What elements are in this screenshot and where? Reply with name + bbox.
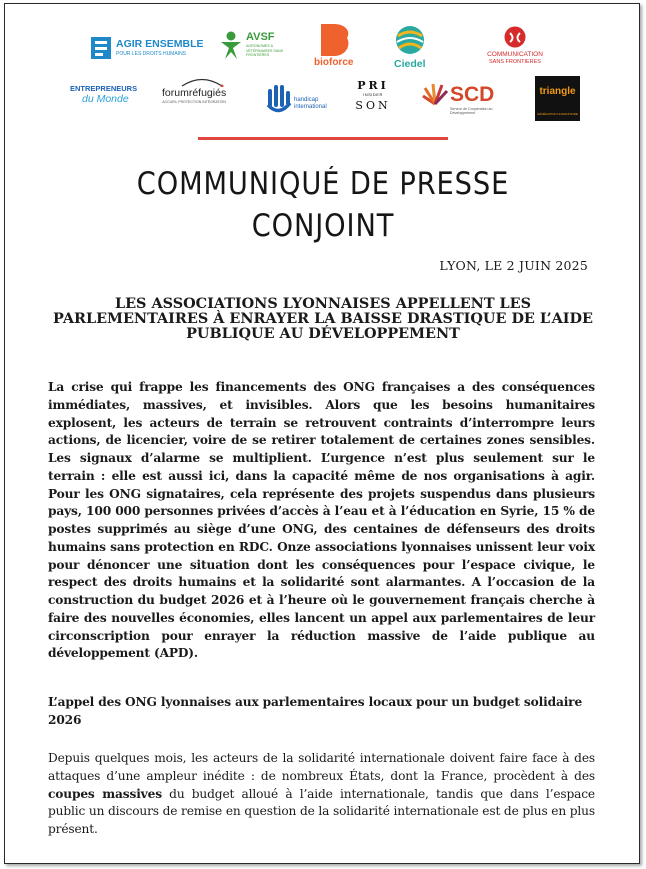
csf-line2: SANS FRONTIERES <box>489 58 541 65</box>
title-divider <box>198 137 448 140</box>
scd-sub: Service de Coopération au Développement <box>450 107 493 116</box>
title-line1: COMMUNIQUÉ DE PRESSE <box>136 166 510 202</box>
page-title <box>39 163 607 247</box>
csf-circle-icon <box>504 26 526 48</box>
forum-arc-icon <box>162 77 242 87</box>
scd-name: SCD <box>450 82 495 106</box>
body-text-bold: coupes massives <box>48 786 162 801</box>
logo-prison-insider <box>356 80 390 111</box>
ciedel-name: Ciedel <box>394 58 426 70</box>
handicap-hand-icon <box>266 81 292 115</box>
avsf-name: AVSF <box>246 31 275 44</box>
avsf-sub: AGRONOMES & VÉTÉRINAIRES SANS FRONTIÈRES <box>246 44 284 58</box>
handicap-line1: handicap <box>294 96 319 103</box>
logo-communication-sans-frontieres <box>480 26 550 65</box>
scd-sun-icon <box>422 82 448 106</box>
prison-mid: INSIDER <box>363 92 383 97</box>
ciedel-globe-icon <box>395 24 425 56</box>
agir-line1: AGIR ENSEMBLE <box>116 38 204 51</box>
logo-scd <box>422 82 500 115</box>
forum-sub: ACCUEIL PROTECTION INTÉGRATION <box>162 99 226 104</box>
logo-triangle <box>535 76 580 121</box>
handicap-line2: international <box>294 103 327 110</box>
dateline: LYON, LE 2 JUIN 2025 <box>439 258 588 273</box>
csf-line1: COMMUNICATION <box>487 51 543 58</box>
lede-paragraph: La crise qui frappe les financements des ONG françaises a des conséquences immédiates, massives, et invisibles. Alors que les besoins humanitaires explosent, les acteurs de terrain se retrouvent contraints d’interrompre leurs actions, de licencier, voire de se retirer totalement de certaines zones sensibles. Les signaux d’alarme se multiplient. L’urgence n’est plus seulement sur le terrain : elle est aussi ici, dans la capacité même de nos organisations à agir. Pour les ONG signataires, cela représente des projets suspendus dans plusieurs pays, 100 000 personnes privées d’accès à l’eau et à l’éducation en Syrie, 15 % de postes supprimés au siège d’une ONG, des centaines de défenseurs des droits humains sans protection en RDC. Onze associations lyonnaises unissent leur voix pour dénoncer une situation dont les conséquences pour l’espace civique, le respect des droits humains et la solidarité sont alarmantes. A l’occasion de la construction du budget 2026 et à l’heure où le gouvernement français cherche à faire des nouvelles économies, elles lancent un appel aux parlementaires de leur circonscription pour enrayer la réduction massive de l’aide publique au développement (APD). <box>48 380 595 661</box>
section-subheading: L’appel des ONG lyonnaises aux parlementaires locaux pour un budget solidaire 2026 <box>48 695 583 727</box>
forum-name: forumréfugiés <box>162 87 227 99</box>
logo-entrepreneurs-du-monde <box>70 85 137 104</box>
triangle-sub: GÉNÉRATION HUMANITAIRE <box>537 112 578 116</box>
headline: LES ASSOCIATIONS LYONNAISES APPELLENT LES PARLEMENTAIRES À ENRAYER LA BAISSE DRASTIQUE DE L’AIDE PUBLIQUE AU DÉVELOPPEMENT <box>53 295 593 342</box>
partner-logos <box>0 0 646 130</box>
logo-forum-refugies <box>162 77 226 104</box>
entrepreneurs-line2: du Monde <box>82 92 129 105</box>
body-text-before: Depuis quelques mois, les acteurs de la solidarité internationale doivent faire face à des attaques d’une ampleur inédite : de nombreux États, dont la France, procèdent à des <box>48 751 595 783</box>
agir-line2: POUR LES DROITS HUMAINS <box>116 50 187 57</box>
body-paragraph <box>48 750 595 839</box>
prison-line1: PRI <box>357 79 389 92</box>
logo-avsf <box>219 30 294 60</box>
bioforce-shape-icon <box>317 24 351 56</box>
logo-ciedel <box>394 24 426 70</box>
avsf-figure-icon <box>219 30 243 60</box>
prison-line2: SON <box>355 99 391 112</box>
logo-agir-ensemble <box>91 37 204 59</box>
entrepreneurs-line1: ENTREPRENEURS <box>70 84 138 93</box>
title-line2: CONJOINT <box>251 208 395 244</box>
bioforce-name: bioforce <box>314 57 354 68</box>
triangle-name: triangle <box>539 86 576 97</box>
body-text-after: du budget alloué à l’aide internationale, tandis que dans l’espace public un discours de remise en question de la solidarité internationale est de plus en plus présent. <box>48 786 595 836</box>
agir-emblem-icon <box>91 37 111 59</box>
logo-handicap-international <box>266 81 327 115</box>
logo-bioforce <box>314 24 353 68</box>
